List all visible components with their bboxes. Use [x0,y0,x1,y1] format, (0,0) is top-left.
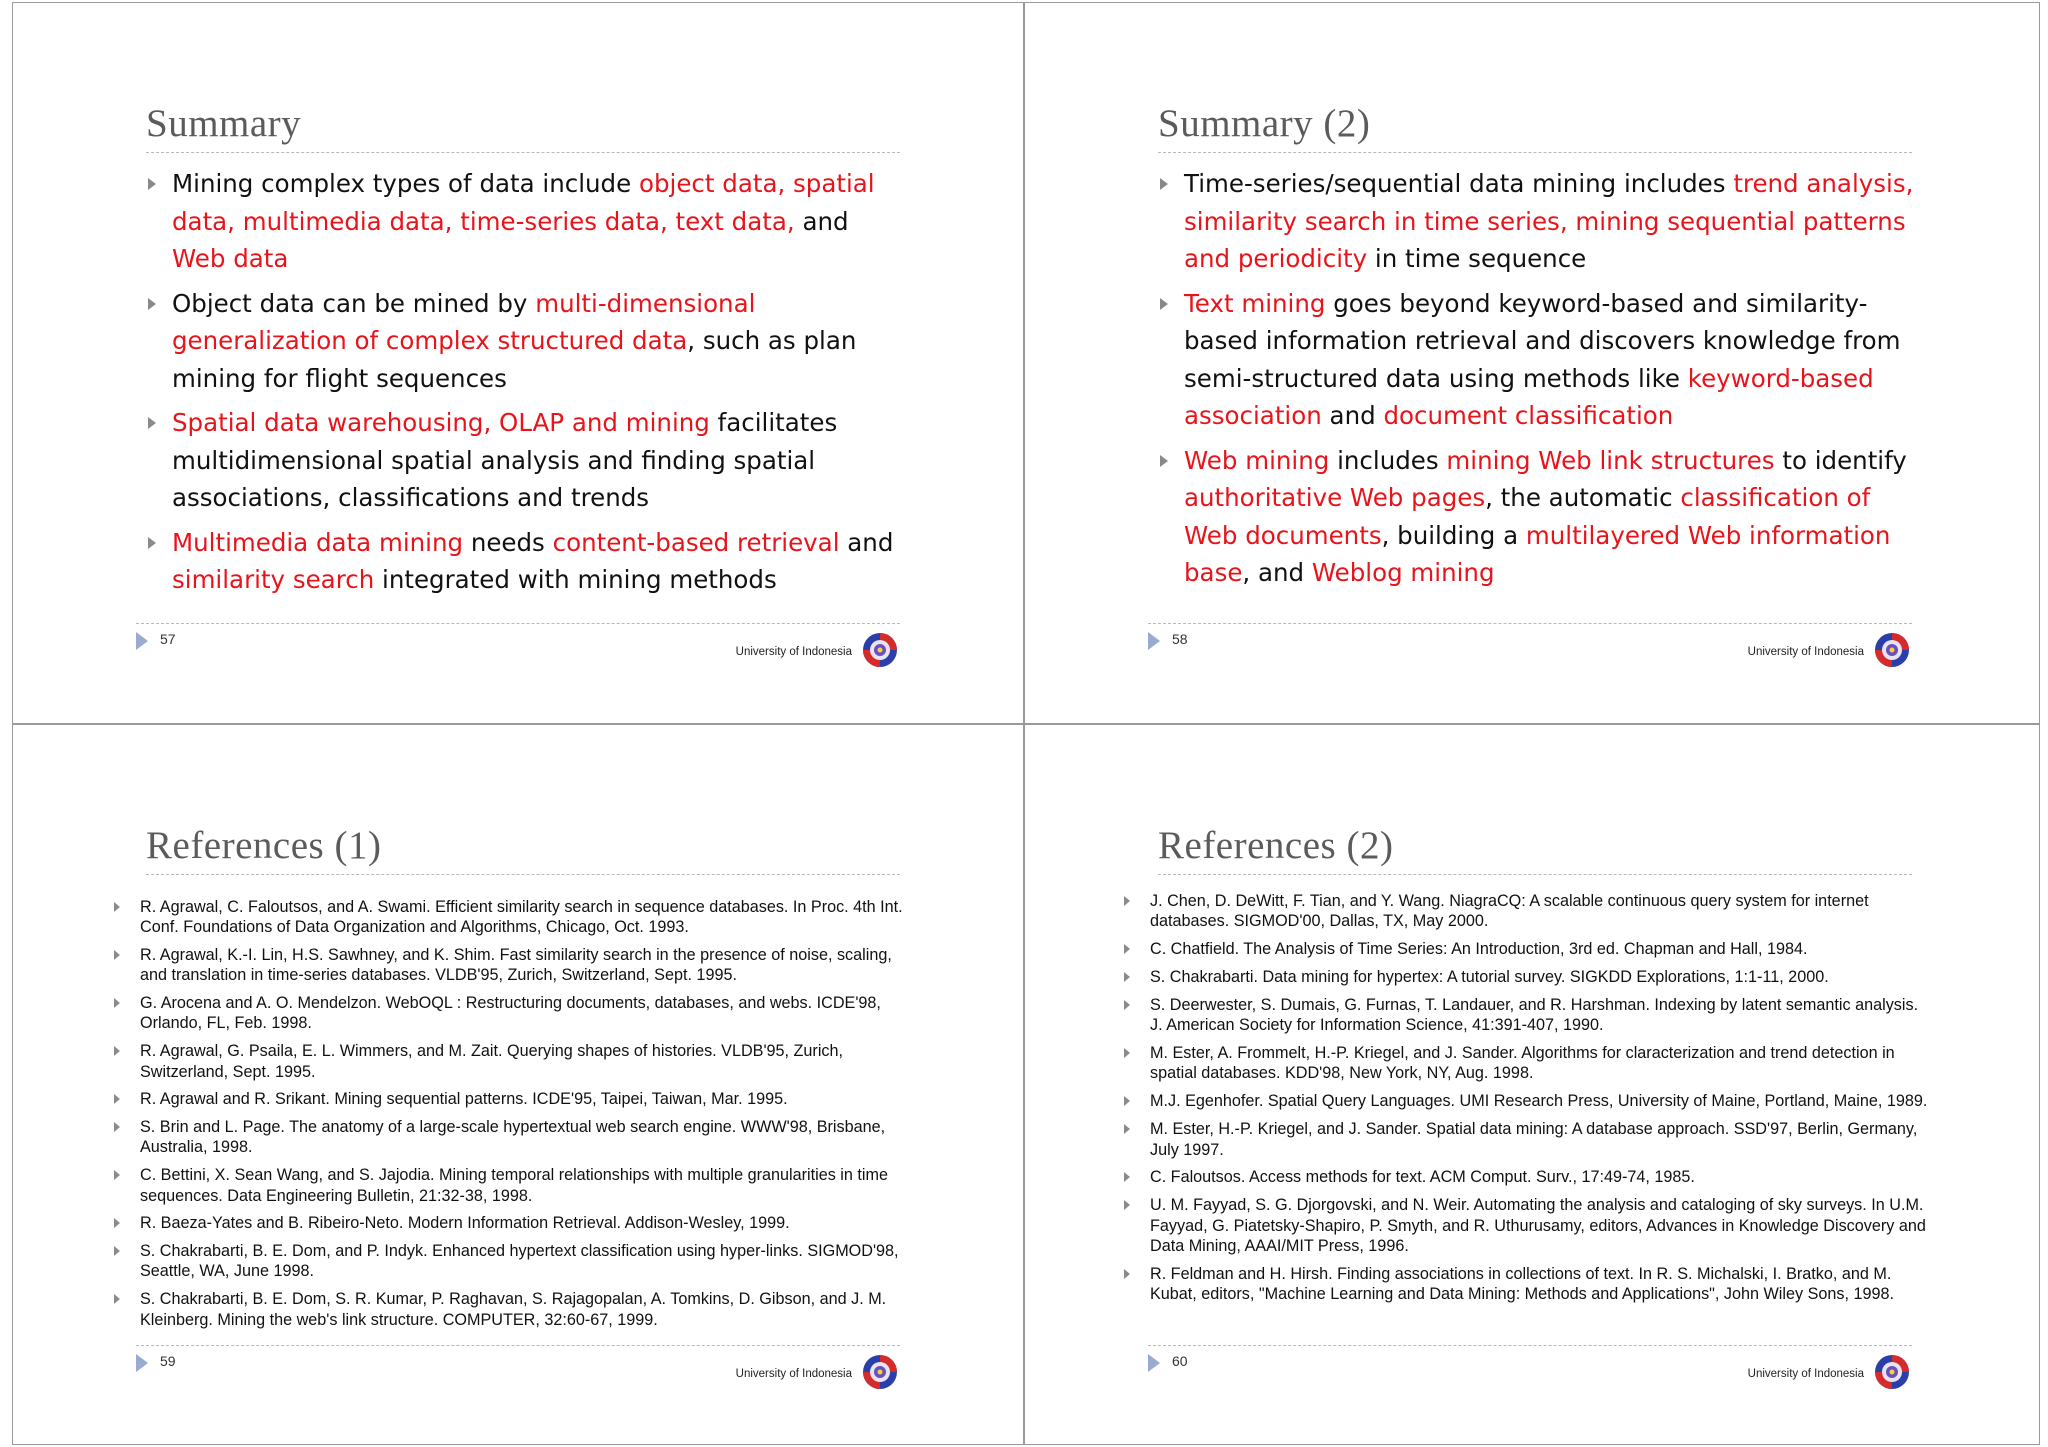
university-name: University of Indonesia [735,646,852,658]
reference-text: M. Ester, A. Frommelt, H.-P. Kriegel, and J. Sander. Algorithms for claracterization and trend detection in spatial databases. KDD'98, New York, NY, Aug. 1998. [1150,1044,1895,1083]
bullet-text: , and [1242,558,1312,587]
reference-text: U. M. Fayyad, S. G. Djorgovski, and N. Weir. Automating the analysis and cataloging of sky surveys. In U.M. Fayyad, G. Piatetsky-Shapiro, P. Smyth, and R. Uthurusamy, editors, Advances in Knowledge Discovery and Data Mining, AAAI/MIT Press, 1996. [1150,1196,1926,1255]
reference-text: S. Brin and L. Page. The anatomy of a large-scale hypertextual web search engine. WWW'98, Brisbane, Australia, 1998. [140,1118,886,1157]
reference-text: R. Agrawal, G. Psaila, E. L. Wimmers, and M. Zait. Querying shapes of histories. VLDB'95, Zurich, Switzerland, Sept. 1995. [140,1042,844,1081]
highlight-text: Weblog mining [1311,558,1495,587]
bullet-text: , building a [1381,520,1526,550]
slide-title: References (1) [146,823,900,875]
reference-item [1120,967,1930,987]
bullet-arrow-icon [1160,178,1168,190]
reference-item [110,1213,910,1233]
bullet-arrow-icon [1124,1200,1130,1210]
bullet-text: Mining complex types of data include [172,169,639,198]
reference-text: C. Chatfield. The Analysis of Time Series: An Introduction, 3rd ed. Chapman and Hall, 1984. [1150,940,1808,959]
bullet-item [1158,442,1918,592]
bullet-text: facilitates multidimensional spatial analysis and finding spatial associations, classifications and trends [172,408,838,512]
slide-58 [1158,95,1918,685]
highlight-text: object data, spatial data, multimedia data, time-series data, text data, [172,169,875,236]
bullet-text: and [1321,401,1384,430]
bullet-text: includes [1329,445,1447,475]
reference-item [110,1089,910,1109]
bullet-arrow-icon [114,1094,120,1104]
bullet-arrow-icon [1124,1124,1130,1134]
bullet-text: , such as plan mining for flight sequences [172,326,857,393]
page-number: 60 [1172,1353,1188,1369]
highlight-text: keyword-based association [1184,363,1874,430]
reference-item [1120,1119,1930,1160]
bullet-arrow-icon [148,417,156,429]
reference-item [110,1289,910,1330]
highlight-text: Spatial data warehousing, OLAP and mining [172,408,710,437]
reference-text: S. Deerwester, S. Dumais, G. Furnas, T. Landauer, and R. Harshman. Indexing by latent semantic analysis. J. American Society for Information Science, 41:391-407, 1990. [1150,995,1919,1035]
reference-text: S. Chakrabarti. Data mining for hypertex: A tutorial survey. SIGKDD Explorations, 1:1-11, 2000. [1150,968,1829,987]
bullet-arrow-icon [114,1246,120,1256]
reference-item [1120,891,1930,932]
reference-item [110,897,910,938]
bullet-text: in time sequence [1367,244,1587,273]
slide-footer [1148,623,1912,684]
bullet-item [146,524,906,599]
bullet-arrow-icon [148,298,156,310]
bullet-arrow-icon [114,1294,120,1304]
highlight-text: Web data [172,244,289,273]
bullet-item [146,285,906,398]
university-name: University of Indonesia [1747,646,1864,658]
bullet-item [146,404,906,517]
slide-59 [140,817,906,1407]
bullet-arrow-icon [1124,896,1130,906]
bullet-text: integrated with mining methods [374,565,777,594]
reference-list [1120,891,1930,1312]
bullet-arrow-icon [114,950,120,960]
highlight-text: trend analysis, similarity search in time series, mining sequential patterns and periodicity [1184,169,1914,273]
page-number: 58 [1172,631,1188,647]
bullet-text: Object data can be mined by [172,288,536,318]
reference-text: R. Agrawal and R. Srikant. Mining sequential patterns. ICDE'95, Taipei, Taiwan, Mar. 1995. [140,1090,788,1109]
reference-item [1120,995,1930,1036]
bullet-text: to identify [1774,445,1907,475]
highlight-text: mining Web link structures [1446,445,1775,475]
bullet-arrow-icon [1124,1048,1130,1058]
page-arrow-icon [1148,1354,1160,1372]
reference-text: G. Arocena and A. O. Mendelzon. WebOQL : Restructuring documents, databases, and webs. ICDE'98, Orlando, FL, Feb. 1998. [140,994,881,1033]
bullet-item [1158,285,1918,435]
bullet-arrow-icon [114,1218,120,1228]
bullet-arrow-icon [114,1046,120,1056]
bullet-arrow-icon [1124,1172,1130,1182]
bullet-arrow-icon [1160,298,1168,310]
reference-item [110,1041,910,1082]
bullet-arrow-icon [114,1122,120,1132]
bullet-text: needs [463,527,553,557]
university-logo-icon [1872,1352,1912,1392]
reference-item [1120,1091,1930,1111]
reference-item [1120,1043,1930,1084]
reference-text: M. Ester, H.-P. Kriegel, and J. Sander. Spatial data mining: A database approach. SSD'97, Berlin, Germany, July 1997. [1150,1120,1918,1159]
bullet-text: and [794,206,849,236]
highlight-text: Web mining [1184,445,1330,475]
reference-item [1120,1264,1930,1305]
slide-footer [1148,1345,1912,1406]
bullet-arrow-icon [1124,972,1130,982]
reference-text: C. Bettini, X. Sean Wang, and S. Jajodia. Mining temporal relationships with multiple granularities in time sequences. Data Engineering Bulletin, 21:32-38, 1998. [140,1166,888,1205]
bullet-item [1158,165,1918,278]
reference-text: R. Agrawal, K.-I. Lin, H.S. Sawhney, and K. Shim. Fast similarity search in the presence of noise, scaling, and translation in time-series databases. VLDB'95, Zurich, Switzerland, Sept. 1995. [140,946,892,985]
reference-item [110,1241,910,1282]
page-arrow-icon [136,632,148,650]
highlight-text: similarity search [172,565,375,594]
bullet-arrow-icon [1124,1269,1130,1279]
bullet-arrow-icon [1124,1000,1130,1010]
bullet-arrow-icon [1160,455,1168,467]
slide-footer [136,623,900,684]
reference-list [110,897,910,1337]
bullet-arrow-icon [114,902,120,912]
reference-text: R. Feldman and H. Hirsh. Finding associations in collections of text. In R. S. Michalski, I. Bratko, and M. Kubat, editors, "Machine Learning and Data Mining: Methods and Applications", John Wiley Sons, 1998. [1150,1264,1894,1304]
bullet-item [146,165,906,278]
university-logo-icon [860,630,900,670]
slide-60 [1150,817,1928,1407]
slide-title: Summary (2) [1158,101,1912,153]
bullet-text: goes beyond keyword-based and similarity-based information retrieval and discovers knowledge from semi-structured data using methods like [1184,288,1901,393]
bullet-list [146,165,906,606]
bullet-text: , the automatic [1485,483,1681,512]
highlight-text: Text mining [1184,288,1326,318]
reference-item [1120,1167,1930,1187]
reference-item [110,1117,910,1158]
reference-text: C. Faloutsos. Access methods for text. ACM Comput. Surv., 17:49-74, 1985. [1150,1168,1695,1187]
bullet-text: Time-series/sequential data mining includes [1184,169,1734,198]
bullet-arrow-icon [1124,944,1130,954]
reference-item [110,1165,910,1206]
university-logo-icon [1872,630,1912,670]
highlight-text: authoritative Web pages [1184,483,1486,512]
highlight-text: content-based retrieval [552,527,840,557]
bullet-list [1158,165,1918,599]
bullet-arrow-icon [148,178,156,190]
page-number: 59 [160,1353,176,1369]
reference-text: M.J. Egenhofer. Spatial Query Languages. UMI Research Press, University of Maine, Portland, Maine, 1989. [1150,1092,1928,1111]
page-arrow-icon [1148,632,1160,650]
highlight-text: document classification [1383,401,1674,430]
reference-item [1120,939,1930,959]
page-arrow-icon [136,1354,148,1372]
reference-text: R. Agrawal, C. Faloutsos, and A. Swami. Efficient similarity search in sequence databases. In Proc. 4th Int. Conf. Foundations of Data Organization and Algorithms, Chicago, Oct. 1993. [140,898,903,937]
reference-item [1120,1195,1930,1256]
highlight-text: Multimedia data mining [172,527,464,557]
highlight-text: multi-dimensional generalization of complex structured data [172,288,756,355]
page-number: 57 [160,631,176,647]
reference-item [110,993,910,1034]
bullet-text: and [839,527,894,557]
reference-text: S. Chakrabarti, B. E. Dom, and P. Indyk. Enhanced hypertext classification using hyper-links. SIGMOD'98, Seattle, WA, June 1998. [140,1242,899,1281]
bullet-arrow-icon [1124,1096,1130,1106]
highlight-text: classification of Web documents [1184,483,1871,550]
university-name: University of Indonesia [1747,1368,1864,1380]
slide-footer [136,1345,900,1406]
university-name: University of Indonesia [735,1368,852,1380]
slide-57 [146,95,906,685]
university-logo-icon [860,1352,900,1392]
reference-item [110,945,910,986]
horizontal-divider [12,723,2040,725]
slide-title: References (2) [1158,823,1912,875]
slide-title: Summary [146,101,900,153]
highlight-text: multilayered Web information base [1184,520,1891,587]
bullet-arrow-icon [114,998,120,1008]
bullet-arrow-icon [148,537,156,549]
reference-text: J. Chen, D. DeWitt, F. Tian, and Y. Wang. NiagraCQ: A scalable continuous query system for internet databases. SIGMOD'00, Dallas, TX, May 2000. [1150,892,1869,931]
reference-text: R. Baeza-Yates and B. Ribeiro-Neto. Modern Information Retrieval. Addison-Wesley, 1999. [140,1214,790,1233]
bullet-arrow-icon [114,1170,120,1180]
reference-text: S. Chakrabarti, B. E. Dom, S. R. Kumar, P. Raghavan, S. Rajagopalan, A. Tomkins, D. Gibson, and J. M. Kleinberg. Mining the web's link structure. COMPUTER, 32:60-67, 1999. [140,1290,887,1329]
